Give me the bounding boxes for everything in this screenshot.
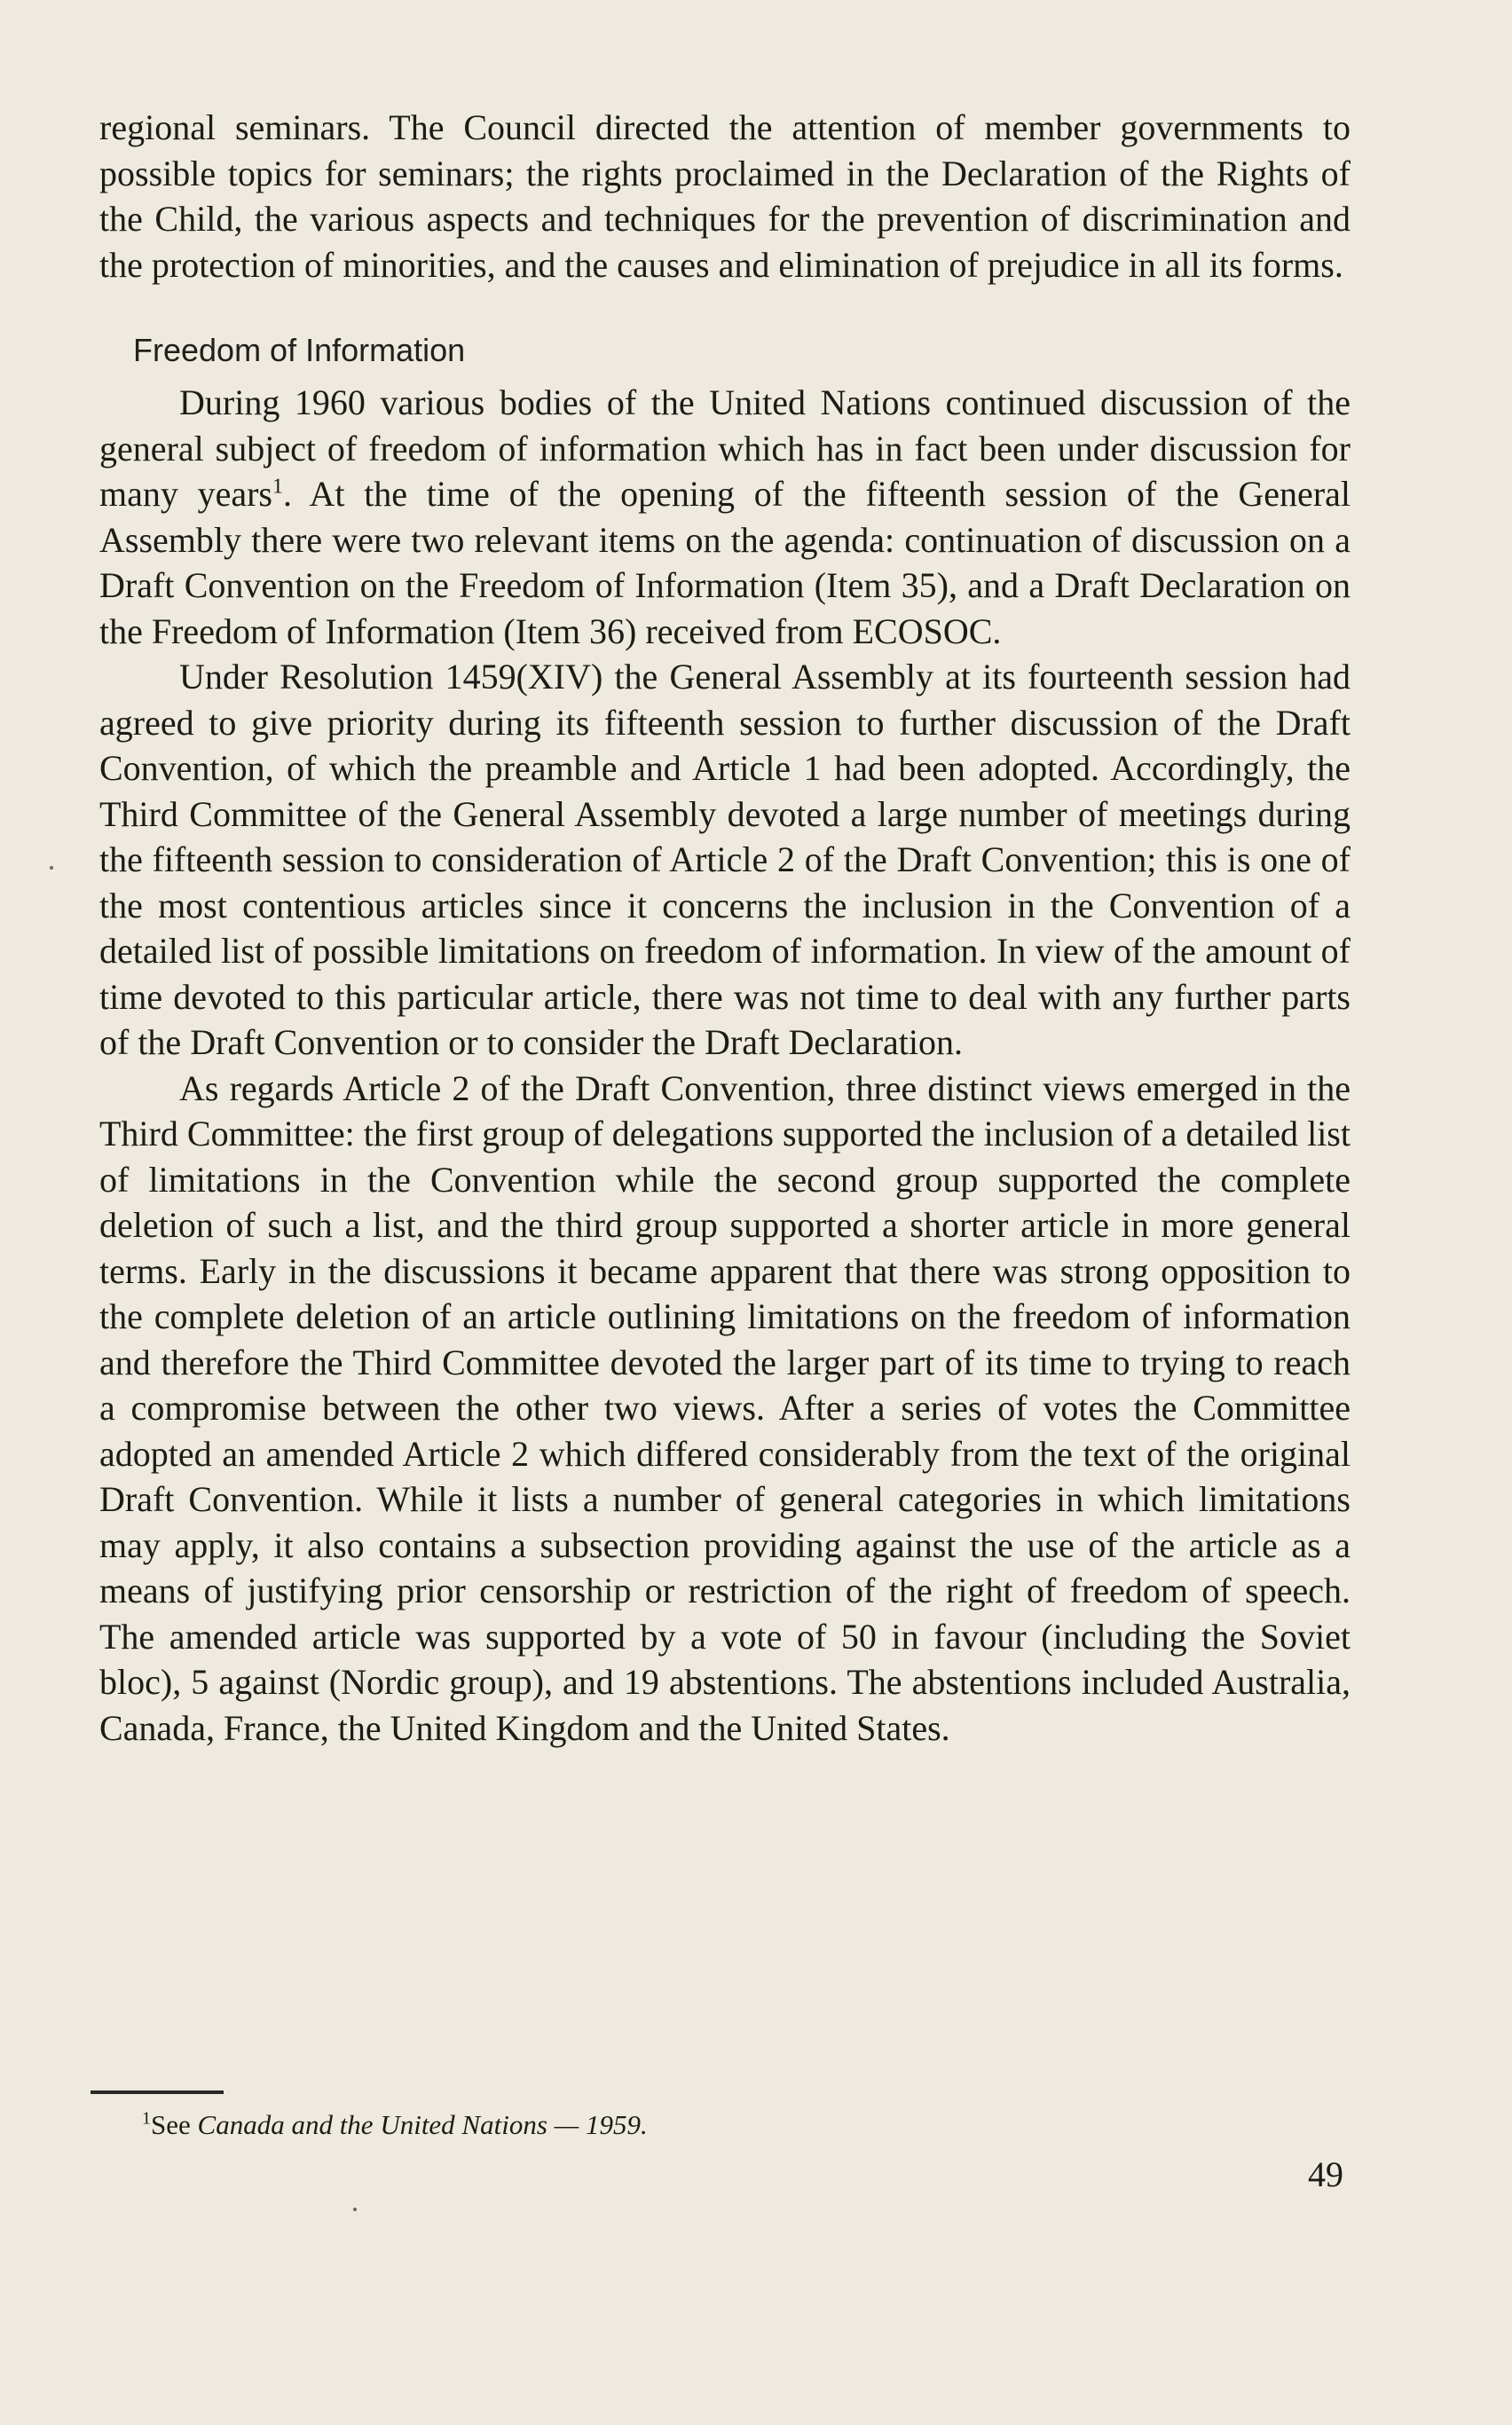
- paragraph-2: Under Resolution 1459(XIV) the General Assembly at its fourteenth session had agreed to give priority during its fifteenth session to further discussion of the Draft Convention, of which the preamble and Article 1 had been adopted. Accordingly, the Third Committee of the General Assembly devoted a large number of meetings during the fifteenth session to consideration of Article 2 of the Draft Convention; this is one of the most contentious articles since it concerns the inclusion in the Convention of a detailed list of possible limitations on freedom of information. In view of the amount of time devoted to this particular article, there was not time to deal with any further parts of the Draft Convention or to consider the Draft Declaration.: [99, 657, 1351, 1062]
- footnote: [142, 2105, 648, 2145]
- paragraph-1: [99, 380, 1351, 654]
- footnote-reference: 1: [272, 475, 283, 499]
- paper-speck: [50, 866, 53, 870]
- footnote-title: Canada and the United Nations — 1959.: [197, 2109, 648, 2140]
- section-heading: Freedom of Information: [133, 332, 466, 368]
- paragraph-3: As regards Article 2 of the Draft Convention, three distinct views emerged in the Third Committee: the first group of delegations supported the inclusion of a detailed list of limitations in the Convention while the second group supported the complete deletion of such a list, and the third group supported a shorter article in more general terms. Early in the discussions it became apparent that there was strong opposition to the complete deletion of an article outlining limitations on the freedom of information and therefore the Third Committee devoted the larger part of its time to trying to reach a compromise between the other two views. After a series of votes the Committee adopted an amended Article 2 which differed considerably from the text of the original Draft Convention. While it lists a number of general categories in which limitations may apply, it also contains a subsection providing against the use of the article as a means of justifying prior censorship or restriction of the right of freedom of speech. The amended article was supported by a vote of 50 in favour (including the Soviet bloc), 5 against (Nordic group), and 19 abstentions. The abstentions included Australia, Canada, France, the United Kingdom and the United States.: [99, 1067, 1351, 1748]
- page-body: [99, 105, 1351, 1751]
- paragraph-1-text-b: . At the time of the opening of the fifteenth session of the General Assembly there were two relevant items on the agenda: continuation of discussion on a Draft Convention on the Freedom of Information (Item 35), and a Draft Declaration on the Freedom of Information (Item 36) received from ECOSOC.: [99, 474, 1351, 651]
- paragraph-1-text-a: During 1960 various bodies of the United Nations continued discussion of the general subject of freedom of information which has in fact been under discussion for many years: [99, 382, 1351, 514]
- page-number: 49: [1308, 2154, 1343, 2194]
- footnote-divider: [91, 2090, 224, 2094]
- footnote-marker: 1: [142, 2108, 151, 2129]
- footnote-prefix: See: [151, 2109, 198, 2140]
- intro-paragraph: regional seminars. The Council directed the attention of member governments to possible topics for seminars; the rights proclaimed in the Declaration of the Rights of the Child, the various aspects and techniques for the prevention of discrimination and the protection of minorities, and the causes and elimination of prejudice in all its forms.: [99, 107, 1351, 285]
- paper-speck: [353, 2208, 357, 2211]
